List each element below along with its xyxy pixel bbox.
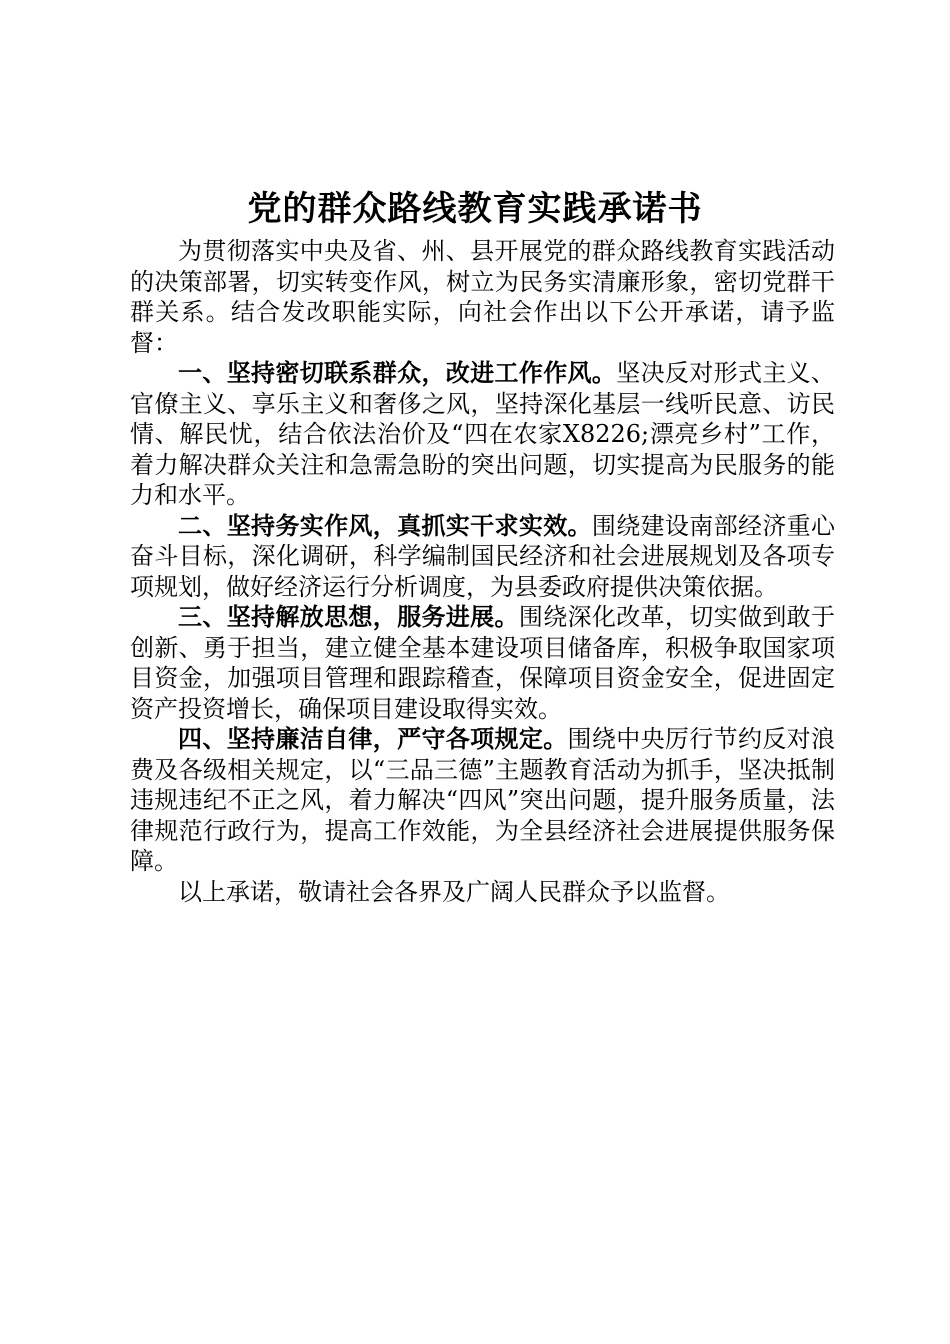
section-text-3: 围绕深化改革，切实做到敢于创新、勇于担当，建立健全基本建设项目储备库，积极争取国家项目资金，加强项目管理和跟踪稽查，保障项目资金安全，促进固定资产投资增长，确保项目建设取得实效。 — [130, 603, 836, 723]
section-paragraph-4 — [130, 724, 835, 877]
section-paragraph-2 — [130, 511, 835, 603]
document-title: 党的群众路线教育实践承诺书 — [247, 189, 703, 229]
intro-paragraph: 为贯彻落实中央及省、州、县开展党的群众路线教育实践活动的决策部署，切实转变作风，树立为民务实清廉形象，密切党群干群关系。结合发改职能实际，向社会作出以下公开承诺，请予监督： — [130, 237, 835, 357]
section-heading-1: 一、坚持密切联系群众，改进工作作风。 — [178, 359, 617, 387]
section-heading-2: 二、坚持务实作风，真抓实干求实效。 — [178, 511, 592, 540]
section-text-1: 坚决反对形式主义、官僚主义、享乐主义和奢侈之风，坚持深化基层一线听民意、访民情、解民忧，结合依法治价及“四在农家X8226;漂亮乡村”工作，着力解决群众关注和急需急盼的突出问题，切实提高为民服务的能力和水平。 — [130, 359, 836, 509]
document-body — [130, 236, 835, 907]
section-paragraph-3 — [130, 602, 835, 724]
section-paragraph-1 — [130, 358, 835, 511]
section-text-4: 围绕中央厉行节约反对浪费及各级相关规定，以“三品三德”主题教育活动为抓手，坚决抵制违规违纪不正之风，着力解决“四风”突出问题，提升服务质量，法律规范行政行为，提高工作效能，为全县经济社会进展提供服务保障。 — [130, 725, 836, 875]
section-heading-3: 三、坚持解放思想，服务进展。 — [178, 603, 519, 631]
section-heading-4: 四、坚持廉洁自律，严守各项规定。 — [178, 725, 568, 753]
section-text-2: 围绕建设南部经济重心奋斗目标，深化调研，科学编制国民经济和社会进展规划及各项专项规划，做好经济运行分析调度，为县委政府提供决策依据。 — [130, 511, 836, 601]
closing-paragraph: 以上承诺，敬请社会各界及广阔人民群众予以监督。 — [178, 877, 730, 906]
